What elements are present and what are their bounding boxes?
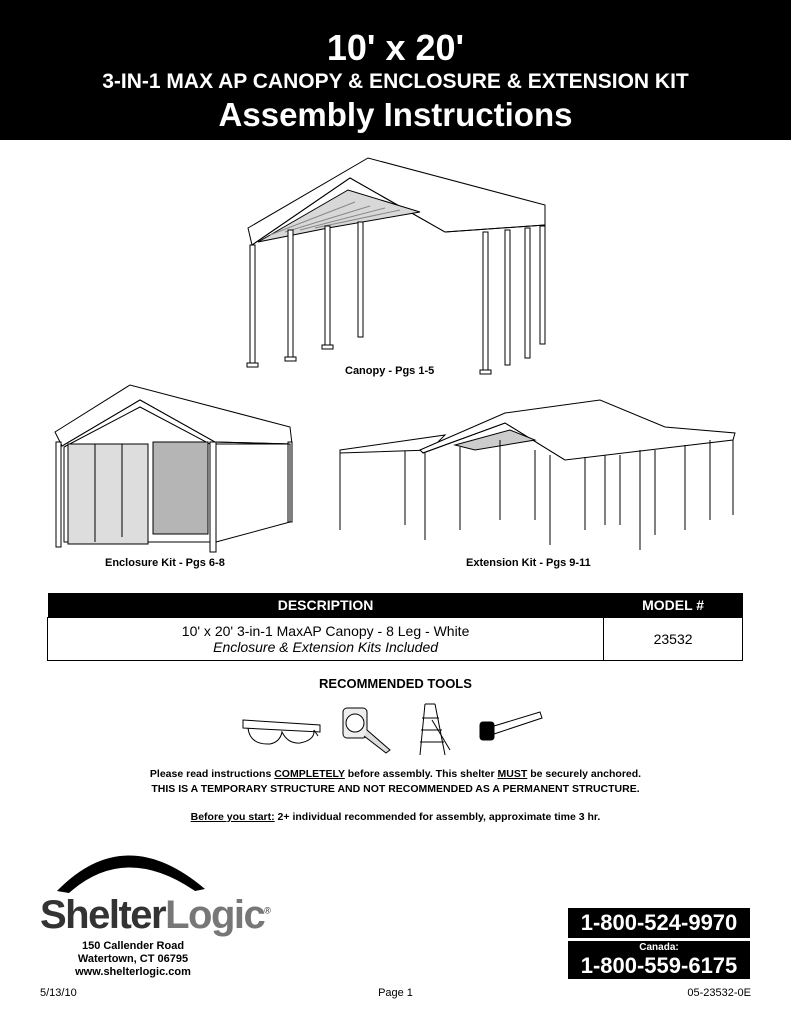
canopy-illustration [240,150,560,380]
company-address [40,940,226,979]
company-logo [40,893,269,938]
step-ladder-icon [420,704,450,755]
footer-date: 5/13/10 [40,987,77,999]
tape-measure-icon [343,708,390,753]
phone-canada-box [568,941,750,979]
notice-text: be securely anchored. [527,768,642,780]
model-header: MODEL # [604,593,743,618]
before-start-label: Before you start: [190,811,275,823]
canopy-caption: Canopy - Pgs 1-5 [345,365,435,377]
description-cell [48,618,604,661]
logo-word-shelter: Shelter [40,893,166,937]
company-website: www.shelterlogic.com [75,966,191,978]
product-size: 10' x 20' [326,27,465,68]
header-banner [0,0,791,140]
product-subtitle: 3-IN-1 MAX AP CANOPY & ENCLOSURE & EXTENSION KIT [102,70,689,93]
description-line1: 10' x 20' 3-in-1 MaxAP Canopy - 8 Leg - White [181,623,470,639]
logo-registered-mark: ® [264,905,270,916]
description-header: DESCRIPTION [48,593,604,618]
address-line2: Watertown, CT 06795 [77,953,189,965]
tools-illustration [240,700,550,758]
enclosure-caption: Enclosure Kit - Pgs 6-8 [105,557,225,569]
notice-line2: THIS IS A TEMPORARY STRUCTURE AND NOT RECOMMENDED AS A PERMANENT STRUCTURE. [151,783,640,795]
notice-text: before assembly. This shelter [344,768,498,780]
enclosure-illustration [50,382,300,557]
table-header-row [48,593,743,618]
address-line1: 150 Callender Road [81,940,185,952]
phone-us: 1-800-524-9970 [568,908,750,938]
canada-label: Canada: [639,942,679,953]
notice-line1 [0,768,791,780]
model-cell: 23532 [604,618,743,661]
product-table [47,593,743,661]
before-start-text: 2+ individual recommended for assembly, approximate time 3 hr. [274,811,601,823]
logo-word-logic: Logic [165,893,265,937]
footer-doc-number: 05-23532-0E [687,987,751,999]
rubber-mallet-icon [480,712,542,740]
notice-emphasis: MUST [497,768,528,780]
phone-canada: 1-800-559-6175 [580,953,738,978]
before-start-note [0,811,791,823]
table-row [48,618,743,661]
footer-page-number: Page 1 [378,987,413,999]
safety-glasses-icon [243,720,320,744]
notice-emphasis: COMPLETELY [274,768,345,780]
description-line2: Enclosure & Extension Kits Included [213,639,439,655]
tools-title: RECOMMENDED TOOLS [319,676,472,691]
extension-illustration [335,395,740,560]
notice-text: Please read instructions [149,768,275,780]
extension-caption: Extension Kit - Pgs 9-11 [466,557,591,569]
shelterlogic-arc-logo-icon [55,833,215,895]
page-title: Assembly Instructions [218,96,573,133]
